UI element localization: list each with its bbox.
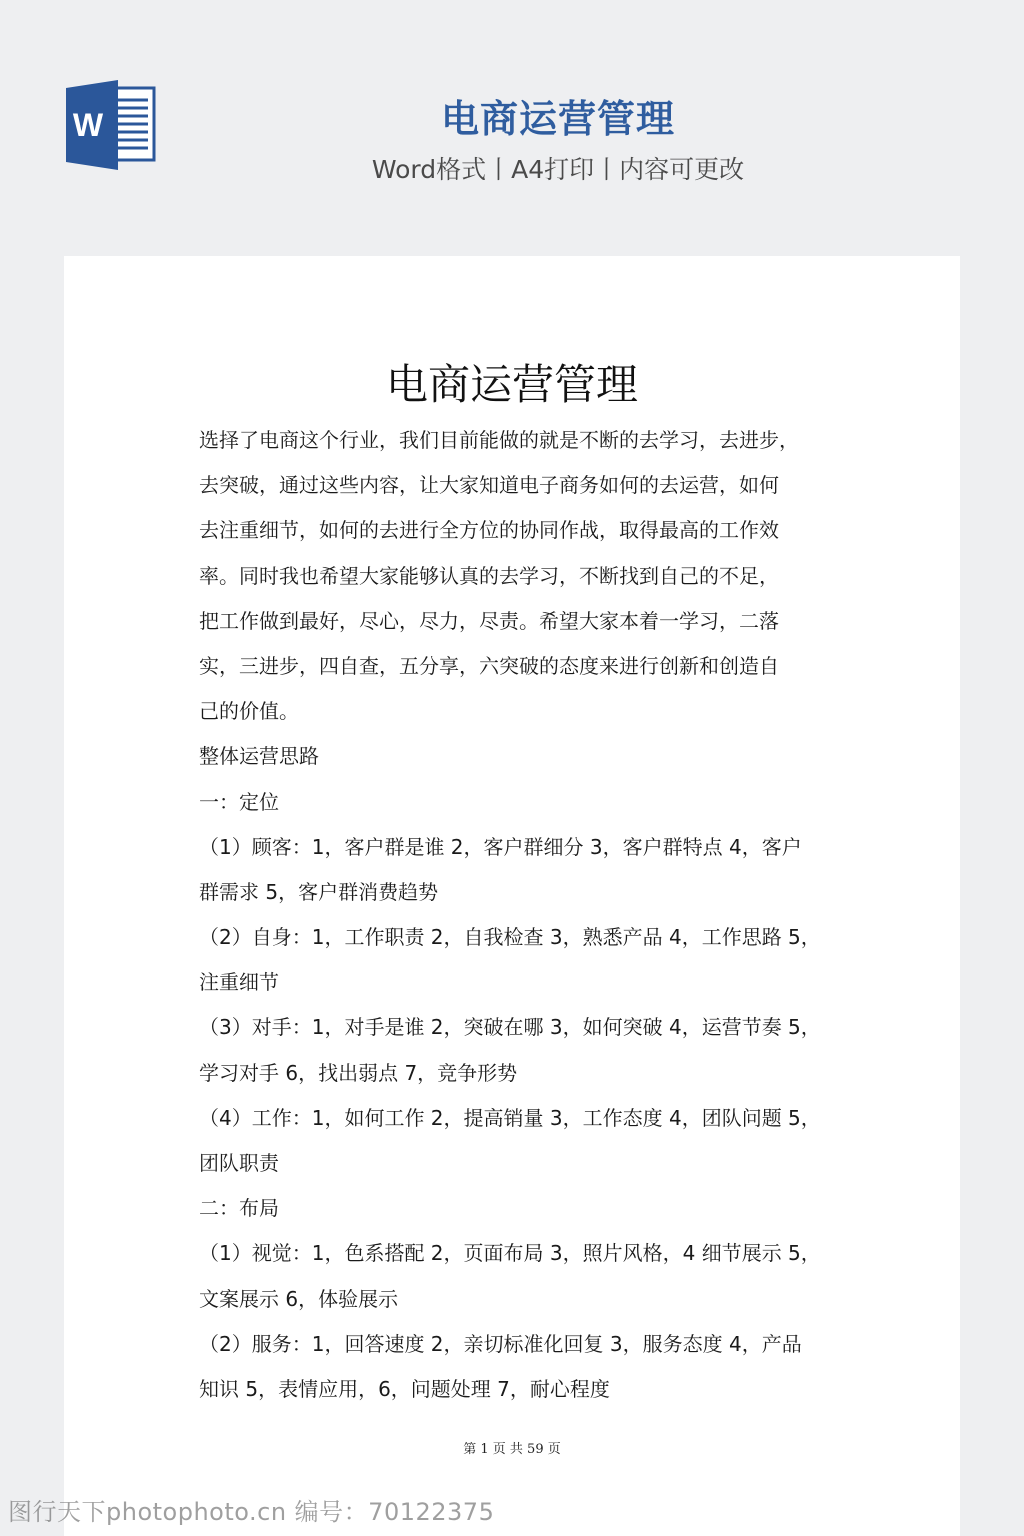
section-heading: 二：布局	[199, 1196, 279, 1221]
text-line: 群需求 5，客户群消费趋势	[199, 879, 439, 904]
watermark: 图行天下photophoto.cn 编号：70122375	[8, 1498, 495, 1526]
section-heading: 整体运营思路	[199, 744, 319, 769]
text-line: 学习对手 6，找出弱点 7，竞争形势	[199, 1060, 518, 1085]
text-line: 团队职责	[199, 1151, 279, 1175]
text-line: （1）视觉：1，色系搭配 2，页面布局 3，照片风格，4 细节展示 5，	[199, 1241, 821, 1266]
text-line: 率。同时我也希望大家能够认真的去学习，不断找到自己的不足，	[199, 563, 779, 588]
header-subtitle: Word格式丨A4打印丨内容可更改	[371, 155, 745, 184]
document-body	[199, 418, 839, 1412]
text-line: 文案展示 6，体验展示	[199, 1286, 399, 1311]
text-line: 注重细节	[199, 970, 279, 995]
word-icon-letter: W	[72, 107, 104, 143]
word-icon	[64, 80, 156, 170]
text-line: （4）工作：1，如何工作 2，提高销量 3，工作态度 4，团队问题 5，	[199, 1105, 821, 1130]
text-line: 实，三进步，四自查，五分享，六突破的态度来进行创新和创造自	[199, 653, 779, 678]
document-page	[64, 256, 960, 1536]
text-line: （2）服务：1，回答速度 2，亲切标准化回复 3，服务态度 4，产品	[199, 1331, 802, 1356]
text-line: （1）顾客：1，客户群是谁 2，客户群细分 3，客户群特点 4，客户	[199, 834, 802, 859]
text-line: 把工作做到最好，尽心，尽力，尽责。希望大家本着一学习，二落	[199, 608, 779, 633]
text-line: 知识 5，表情应用，6，问题处理 7，耐心程度	[199, 1376, 610, 1401]
document-title: 电商运营管理	[385, 360, 638, 409]
header-title: 电商运营管理	[440, 97, 675, 141]
text-line: 己的价值。	[199, 699, 299, 724]
section-heading: 一：定位	[199, 789, 279, 814]
text-line: （3）对手：1，对手是谁 2，突破在哪 3，如何突破 4，运营节奏 5，	[199, 1015, 821, 1040]
text-line: （2）自身：1，工作职责 2，自我检查 3，熟悉产品 4，工作思路 5，	[199, 925, 821, 950]
text-line: 去注重细节，如何的去进行全方位的协同作战，取得最高的工作效	[199, 518, 779, 543]
page-footer: 第 1 页 共 59 页	[463, 1442, 561, 1457]
text-line: 选择了电商这个行业，我们目前能做的就是不断的去学习，去进步，	[199, 428, 799, 452]
text-line: 去突破，通过这些内容，让大家知道电子商务如何的去运营，如何	[199, 473, 779, 498]
